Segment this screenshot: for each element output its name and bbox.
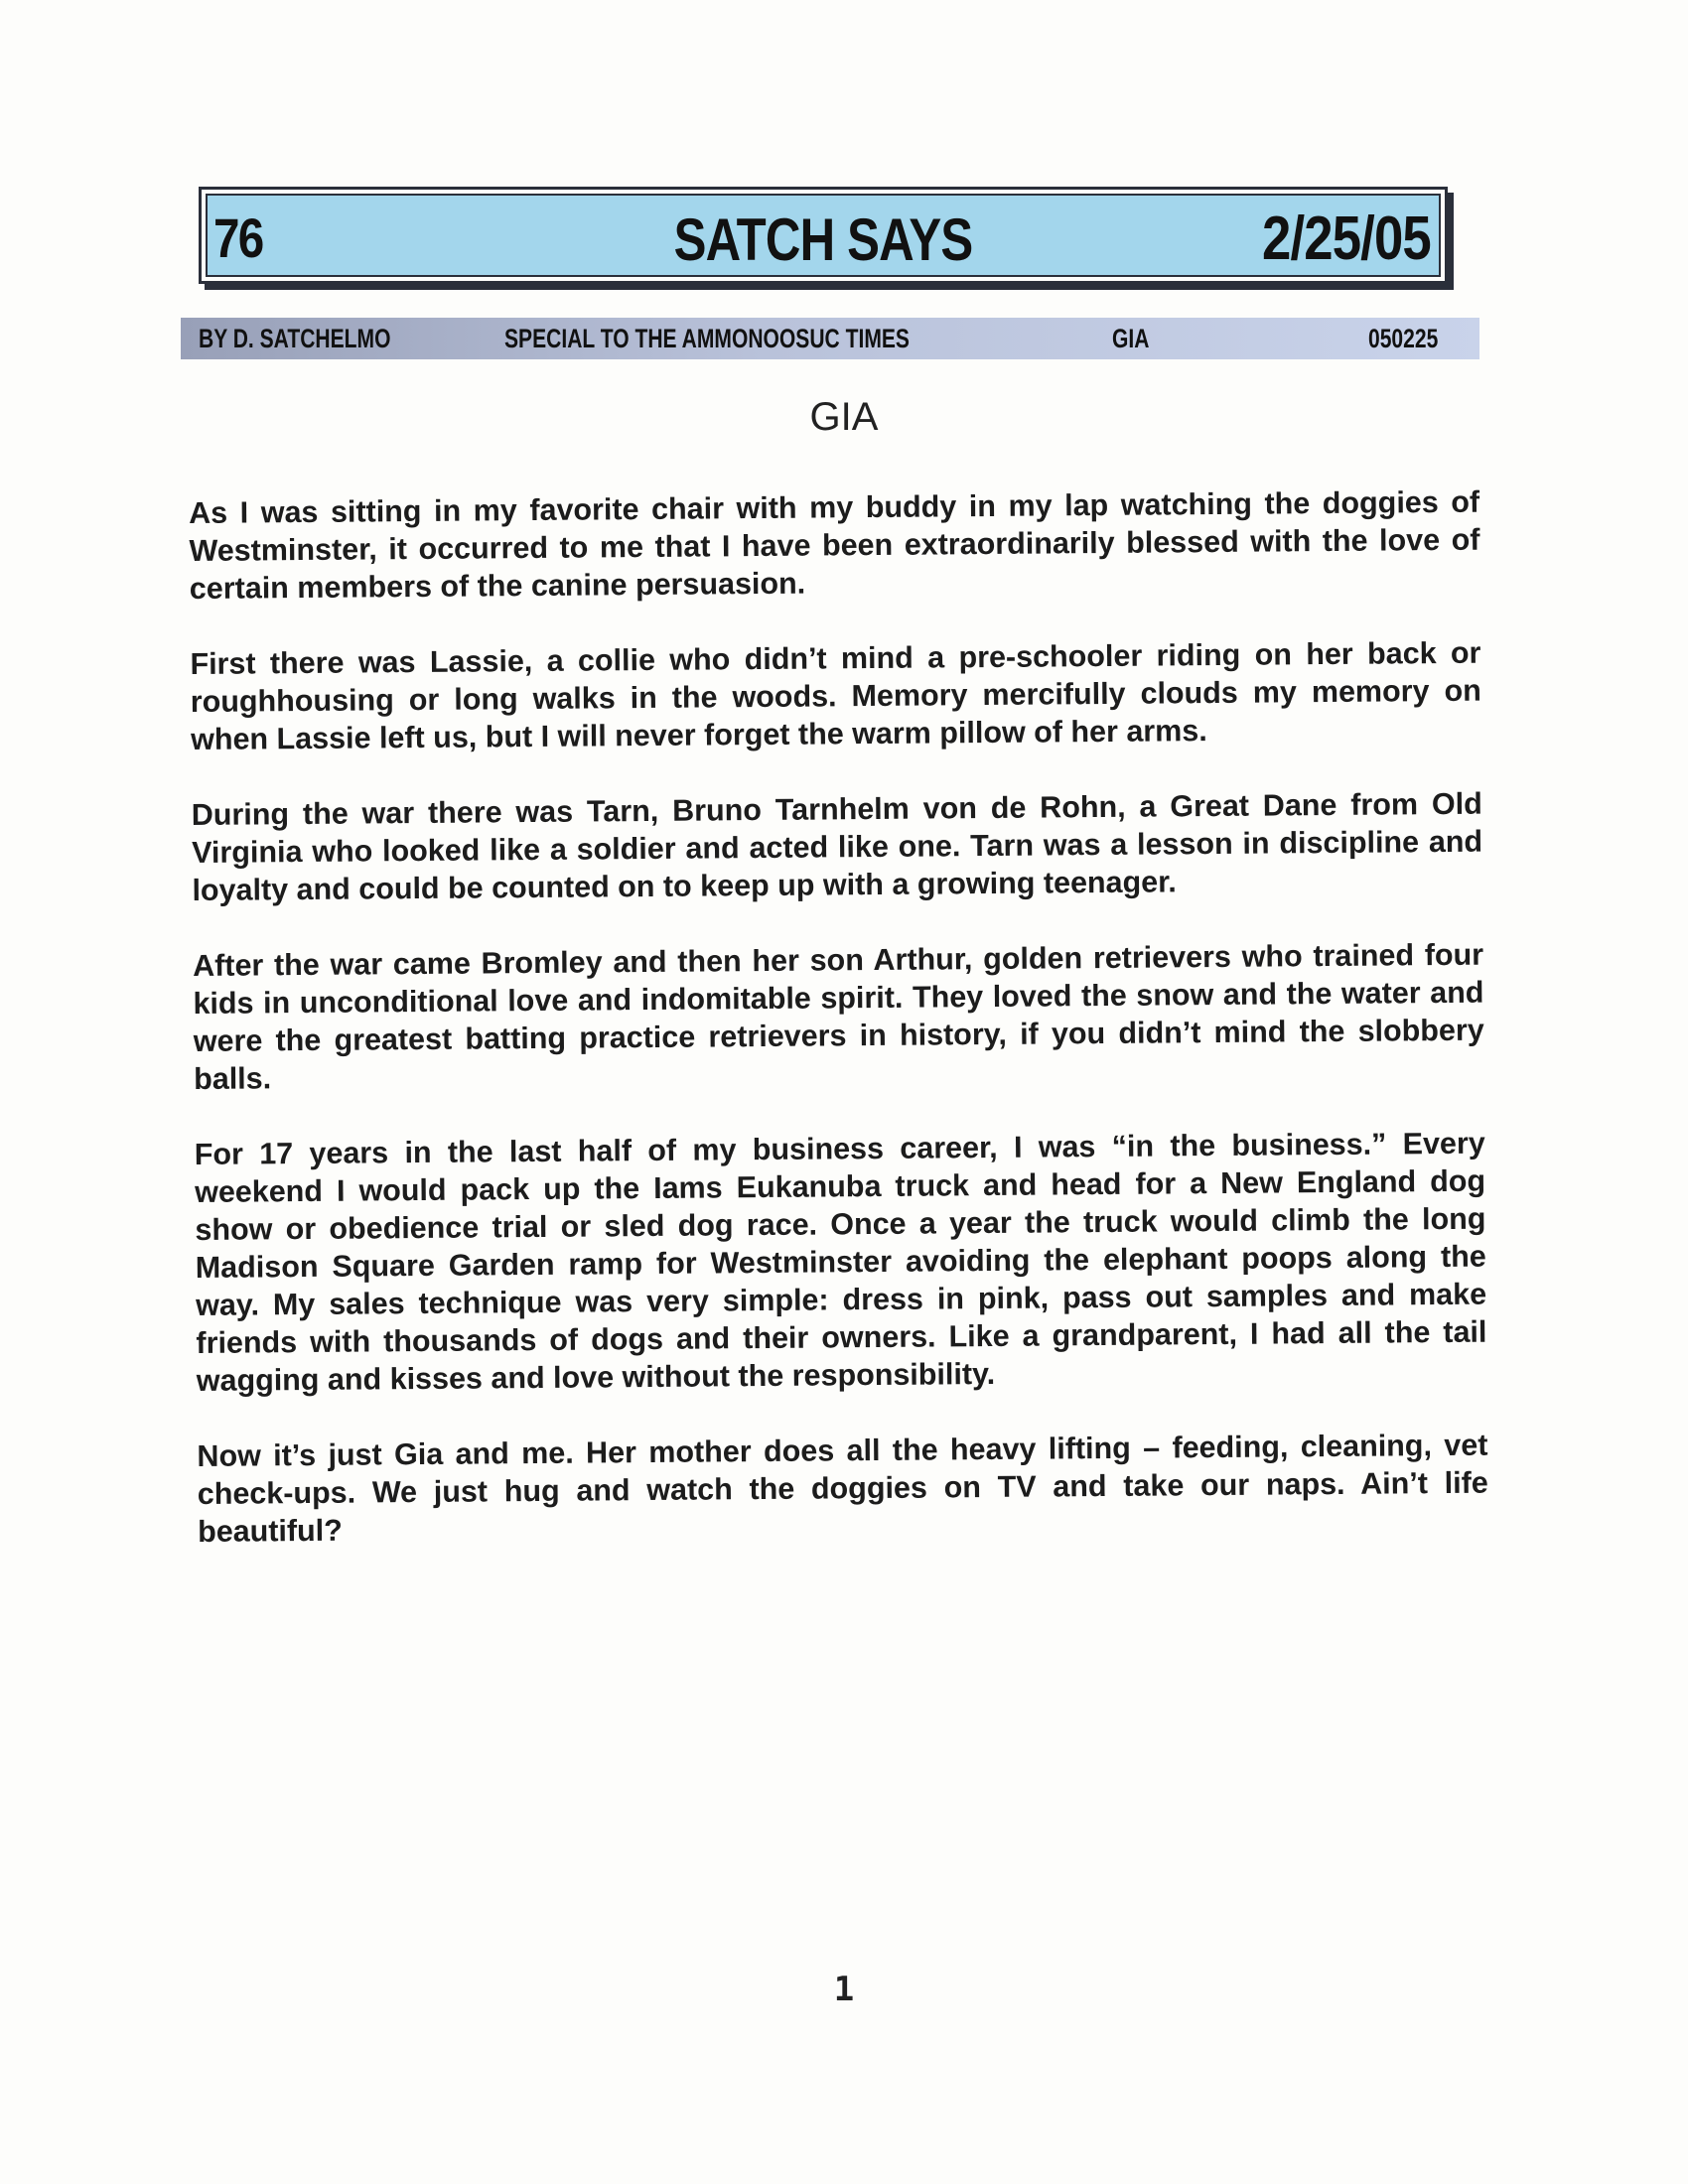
article-headline: GIA <box>809 395 879 439</box>
column-header-banner <box>199 187 1448 284</box>
issue-date: 2/25/05 <box>1262 205 1431 273</box>
article-paragraph: For 17 years in the last half of my business career, I was “in the business.” Every weekend I would pack up the Iams Eukanuba truck and head for a New England dog show or obedience trial or sled dog race. Once a year the truck would climb the long Madison Square Garden ramp for Westminster avoiding the elephant poops along the way. My sales technique was very simple: dress in pink, pass out samples and make friends with thousands of dogs and their owners. Like a grandparent, I had all the tail wagging and kisses and love without the responsibility. <box>194 1126 1487 1398</box>
byline-topic: GIA <box>1112 324 1150 353</box>
article-paragraph: First there was Lassie, a collie who didn’t mind a pre-schooler riding on her back or roughhousing or long walks in the woods. Memory mercifully clouds my memory on when Lassie left us, but I will never forget the warm pillow of her arms. <box>190 635 1481 756</box>
article-paragraph: As I was sitting in my favorite chair with my buddy in my lap watching the doggies of Westminster, it occurred to me that I have been extraordinarily blessed with the love of certain members of the canine persuasion. <box>189 484 1480 606</box>
byline-code: 050225 <box>1368 324 1439 353</box>
column-title: SATCH SAYS <box>673 206 973 273</box>
article-body <box>189 483 1489 1588</box>
article-paragraph: During the war there was Tarn, Bruno Tarnhelm von de Rohn, a Great Dane from Old Virginia who looked like a soldier and acted like one. Tarn was a lesson in discipline and loyalty and could be counted on to keep up with a growing teenager. <box>191 786 1483 907</box>
article-paragraph: After the war came Bromley and then her son Arthur, golden retrievers who trained four kids in unconditional love and indomitable spirit. They loved the snow and the water and were the greatest batting practice retrievers in history, if you didn’t mind the slobbery balls. <box>192 937 1484 1096</box>
byline-author: BY D. SATCHELMO <box>199 324 391 353</box>
byline-bar <box>181 318 1479 359</box>
page-number: 1 <box>833 1970 855 2009</box>
byline-publication: SPECIAL TO THE AMMONOOSUC TIMES <box>504 324 910 353</box>
column-header-fill <box>206 194 1441 277</box>
article-paragraph: Now it’s just Gia and me. Her mother does all the heavy lifting – feeding, cleaning, vet check-ups. We just hug and watch the doggies on TV and take our naps. Ain’t life beautiful? <box>197 1428 1488 1549</box>
issue-number: 76 <box>213 206 263 269</box>
